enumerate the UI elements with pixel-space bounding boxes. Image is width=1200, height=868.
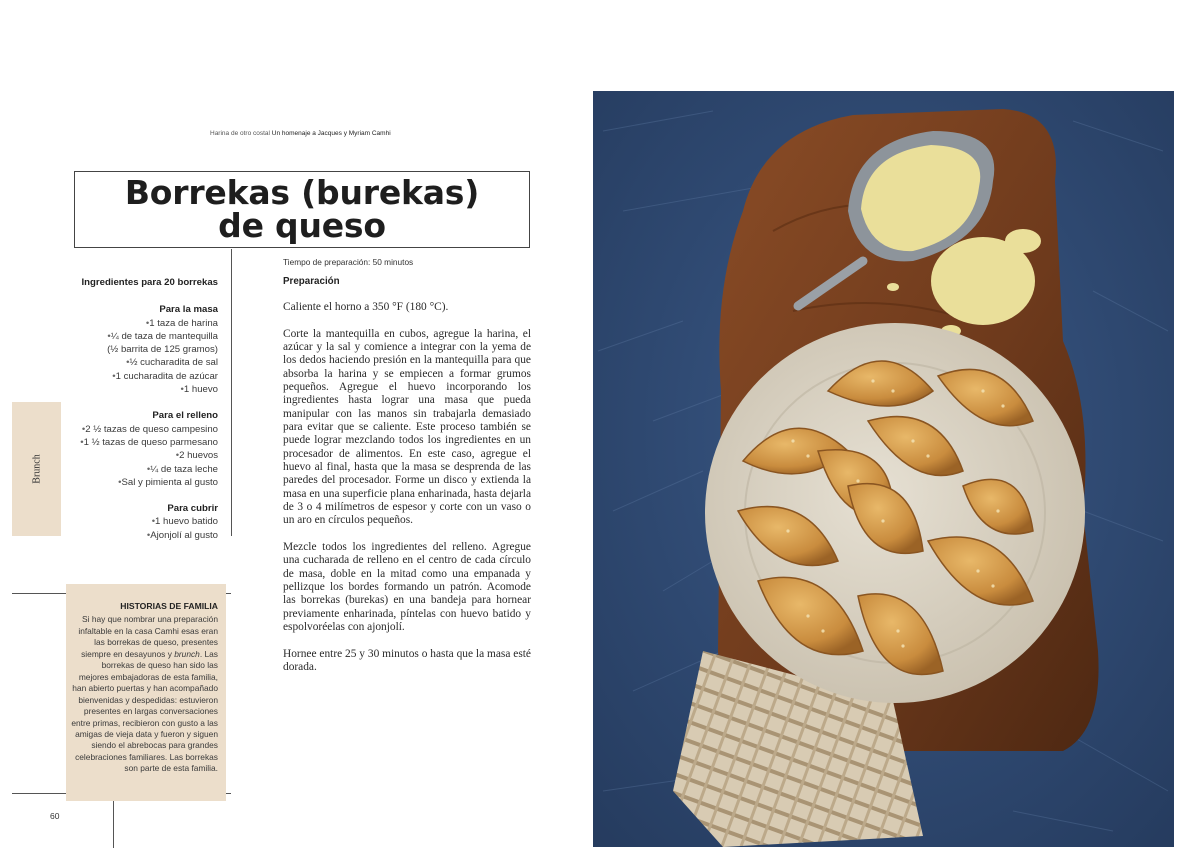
ingredient-item: • 1 cucharadita de azúcar	[76, 370, 218, 383]
column-divider	[231, 249, 232, 536]
section-tab	[12, 402, 61, 536]
family-story-title: HISTORIAS DE FAMILIA	[120, 601, 218, 611]
footer-divider	[113, 793, 114, 848]
preparation-step: Corte la mantequilla en cubos, agregue la harina, el azúcar y la sal y comience a integrar con la yema de los dedos haciendo presión en la mantequilla para que absorba la harina y se empiecen a formar grumos pequeños. Agregue el huevo incorporando los ingredientes hasta lograr una masa que pueda manipular con las manos sin trabajarla demasiado para evitar que se caliente. Este proceso también se puede lograr mezclando todos los ingredientes en un procesador de alimentos. En este caso, agregue el huevo al final, hasta que la masa se desprenda de las paredes del procesador. Forme un disco y extienda la masa en una superficie plana enharinada, hasta dejarla de 3 o 4 milímetros de espesor y corte con un vaso o un aro en círculos pequeños.	[283, 327, 531, 527]
ingredients-heading: Ingredientes para 20 borrekas	[81, 277, 218, 288]
preparation-step: Hornee entre 25 y 30 minutos o hasta que la masa esté dorada.	[283, 647, 531, 674]
borrekas-photo-illustration	[593, 91, 1174, 847]
ingredient-item: • 2 ½ tazas de queso campesino	[76, 423, 218, 436]
recipe-photo	[593, 91, 1174, 847]
recipe-title-box	[74, 171, 530, 248]
family-story-text-end: . Las borrekas de queso han sido las mejores embajadoras de esta familia, han abierto puertas y han acompañado bienvenidas y despedidas: estuvieron presentes en largas conversaciones entre primas, recibieron con gusto a las amigas de vieja data y fueron y siguen siendo el abrebocas para grandes celebraciones familiares. Las borrekas son parte de esta familia.	[71, 648, 218, 774]
ingredient-group-title: Para el relleno	[152, 410, 218, 422]
recipe-title-line2: de queso	[218, 206, 386, 245]
ingredient-item: • 1 ½ tazas de queso parmesano	[76, 436, 218, 449]
preparation-step: Mezcle todos los ingredientes del relleno. Agregue una cucharada de relleno en el centro de cada círculo de masa, doble en la mitad como una empanada y pellizque los bordes formando un patrón. Acomode las borrekas (burekas) en una bandeja para hornear previamente enharinada, píntelas con huevo batido y espolvoréelas con ajonjolí.	[283, 541, 531, 634]
preparation-text	[283, 301, 531, 688]
running-header	[210, 130, 391, 137]
family-story-box	[66, 584, 226, 801]
book-title: Harina de otro costal	[210, 130, 270, 137]
ingredient-item: • 1 taza de harina	[76, 317, 218, 330]
family-story-text: Si hay que nombrar una preparación infaltable en la casa Camhi esas eran las borrekas de queso, presentes siempre en desayunos y	[78, 614, 218, 659]
ingredient-item: • Sal y pimienta al gusto	[76, 476, 218, 489]
preparation-heading: Preparación	[283, 276, 340, 287]
ingredient-item: • Ajonjolí al gusto	[76, 529, 218, 542]
book-subtitle: Un homenaje a Jacques y Myriam Camhi	[271, 130, 391, 137]
prep-time: Tiempo de preparación: 50 minutos	[283, 257, 414, 267]
preparation-step: Caliente el horno a 350 °F (180 °C).	[283, 301, 449, 313]
family-story	[70, 601, 218, 775]
family-story-emphasis: brunch	[174, 648, 200, 659]
ingredient-item: • 1 huevo batido	[76, 515, 218, 528]
ingredient-item: • ½ cucharadita de sal	[76, 356, 218, 369]
ingredient-item: • ¼ de taza leche	[76, 463, 218, 476]
ingredient-item: • ¼ de taza de mantequilla	[76, 330, 218, 343]
ingredient-note: (½ barrita de 125 gramos)	[107, 344, 218, 356]
ingredient-group-masa	[76, 303, 218, 396]
ingredient-group-title: Para cubrir	[167, 503, 218, 515]
recipe-title	[75, 172, 529, 245]
section-tab-label: Brunch	[31, 454, 42, 484]
recipe-title-line1: Borrekas (burekas)	[124, 173, 480, 212]
ingredient-group-title: Para la masa	[159, 304, 218, 316]
ingredient-item: • 1 huevo	[76, 383, 218, 396]
ingredient-item: • 2 huevos	[76, 449, 218, 462]
ingredient-group-relleno	[76, 409, 218, 489]
page-number: 60	[50, 811, 60, 821]
ingredient-group-cubrir	[76, 502, 218, 542]
ingredients-list	[76, 276, 218, 555]
